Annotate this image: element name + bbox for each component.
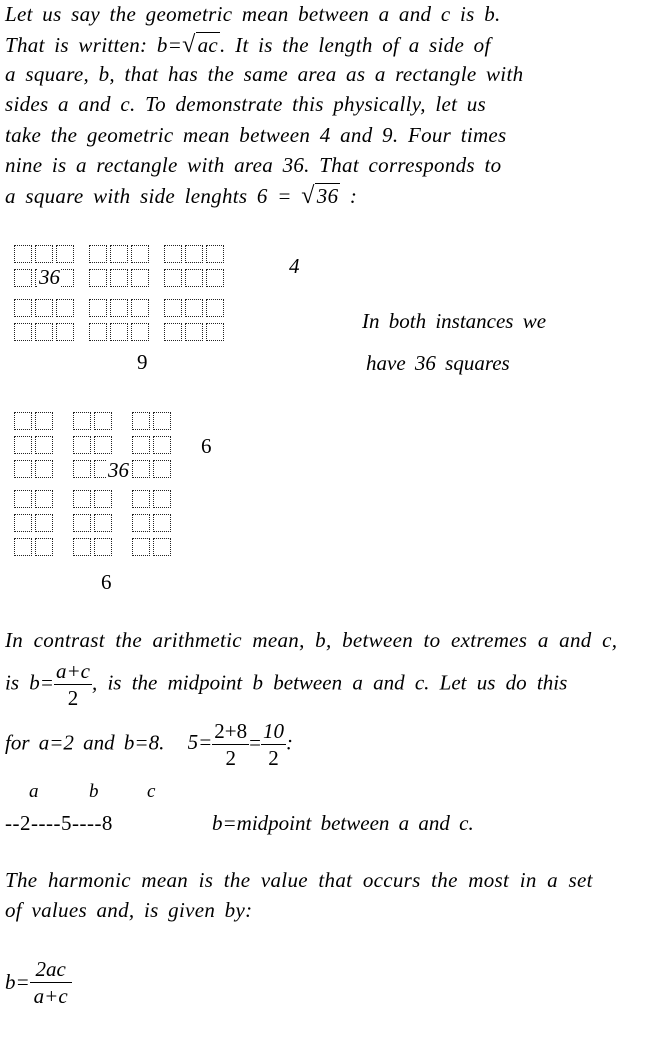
unit-square (73, 460, 91, 478)
unit-square (14, 460, 32, 478)
square-grid-6x6 (14, 412, 196, 562)
unit-square (89, 323, 107, 341)
unit-square (206, 269, 224, 287)
arith-line-2 (5, 658, 567, 711)
number-line: --2----5----8 (5, 811, 113, 835)
harmonic-line-2: of values and, is given by: (5, 898, 253, 922)
unit-square (110, 299, 128, 317)
sqrt-ac-radicand: ac (197, 33, 219, 57)
rectangle-grid-4x9 (14, 245, 284, 345)
intro-line-6: nine is a rectangle with area 36. That corresponds to (5, 153, 502, 177)
square-side-right-label: 6 (201, 434, 212, 458)
unit-square (132, 514, 150, 532)
unit-square (164, 269, 182, 287)
unit-square (153, 436, 171, 454)
intro-line-1: Let us say the geometric mean between a and c is b. (5, 2, 501, 26)
unit-square (56, 299, 74, 317)
square-area-label: 36 (108, 458, 129, 482)
rect-side-bottom-label: 9 (137, 350, 148, 374)
harmonic-formula (5, 956, 72, 1009)
unit-square (56, 323, 74, 341)
unit-square (185, 299, 203, 317)
unit-square (35, 460, 53, 478)
unit-square (153, 514, 171, 532)
unit-square (132, 436, 150, 454)
intro-line-7-start: a square with side lenghts 6 = (5, 184, 302, 208)
unit-square (89, 245, 107, 263)
sqrt-36-radicand: 36 (316, 184, 339, 208)
arith-example-setup: for a=2 and b=8. (5, 730, 165, 755)
unit-square (110, 245, 128, 263)
arith-example-colon: : (285, 730, 293, 755)
unit-square (185, 269, 203, 287)
arith-line-2-start: is b= (5, 670, 54, 695)
unit-square (94, 538, 112, 556)
intro-line-3: a square, b, that has the same area as a rectangle with (5, 62, 524, 86)
sqrt-36: √36 (301, 183, 339, 209)
fraction-2-numerator: 10 (262, 719, 284, 743)
fraction-2ac-over-a-plus-c (30, 956, 72, 1009)
intro-line-2-end: . It is the length of a side of (220, 33, 491, 57)
unit-square (153, 538, 171, 556)
unit-square (153, 490, 171, 508)
intro-line-7 (5, 183, 357, 210)
unit-square (94, 412, 112, 430)
unit-square (14, 245, 32, 263)
unit-square (73, 490, 91, 508)
harmonic-numerator: 2ac (30, 956, 72, 983)
unit-square (131, 299, 149, 317)
unit-square (73, 538, 91, 556)
unit-square (132, 412, 150, 430)
unit-square (14, 490, 32, 508)
unit-square (185, 323, 203, 341)
fraction-numerator: a+c (55, 659, 90, 683)
arith-line-2-end: , is the midpoint b between a and c. Let us do this (91, 670, 568, 695)
fraction-denominator: 2 (67, 686, 79, 710)
unit-square (14, 269, 32, 287)
unit-square (35, 490, 53, 508)
unit-square (131, 245, 149, 263)
fraction-10-over-2 (261, 718, 286, 771)
rect-area-label: 36 (39, 265, 60, 289)
unit-square (89, 269, 107, 287)
unit-square (35, 514, 53, 532)
unit-square (153, 460, 171, 478)
fraction-a-plus-c-over-2 (54, 658, 92, 711)
unit-square (35, 299, 53, 317)
unit-square (14, 538, 32, 556)
unit-square (153, 412, 171, 430)
unit-square (56, 245, 74, 263)
unit-square (185, 245, 203, 263)
unit-square (14, 436, 32, 454)
harmonic-line-1: The harmonic mean is the value that occurs the most in a set (5, 868, 593, 892)
intro-line-2-start: That is written: b= (5, 33, 183, 57)
numline-label-a: a (29, 781, 39, 802)
numline-label-b: b (89, 781, 99, 802)
unit-square (206, 299, 224, 317)
unit-square (131, 323, 149, 341)
unit-square (132, 490, 150, 508)
unit-square (35, 412, 53, 430)
harmonic-lhs: b= (5, 970, 30, 994)
numline-note: b=midpoint between a and c. (212, 811, 474, 835)
unit-square (132, 460, 150, 478)
rect-side-right-label: 4 (289, 254, 300, 278)
unit-square (110, 269, 128, 287)
unit-square (131, 269, 149, 287)
unit-square (14, 412, 32, 430)
unit-square (94, 490, 112, 508)
unit-square (35, 245, 53, 263)
unit-square (73, 436, 91, 454)
both-note-line-1: In both instances we (362, 309, 547, 333)
unit-square (132, 538, 150, 556)
fraction-1-numerator: 2+8 (214, 719, 248, 743)
unit-square (14, 299, 32, 317)
unit-square (206, 245, 224, 263)
intro-line-2 (5, 32, 491, 59)
unit-square (94, 514, 112, 532)
fraction-1-denominator: 2 (225, 746, 236, 770)
unit-square (35, 436, 53, 454)
fraction-2plus8-over-2 (212, 718, 249, 771)
fraction-2-denominator: 2 (268, 746, 279, 770)
unit-square (89, 299, 107, 317)
unit-square (110, 323, 128, 341)
numline-label-c: c (147, 781, 156, 802)
unit-square (73, 514, 91, 532)
unit-square (164, 245, 182, 263)
intro-line-5: take the geometric mean between 4 and 9. Four times (5, 123, 507, 147)
unit-square (14, 514, 32, 532)
square-side-bottom-label: 6 (101, 570, 112, 594)
intro-line-4: sides a and c. To demonstrate this physically, let us (5, 92, 487, 116)
sqrt-ac: √ac (182, 32, 219, 58)
unit-square (164, 299, 182, 317)
unit-square (164, 323, 182, 341)
unit-square (94, 436, 112, 454)
intro-line-7-end: : (340, 184, 358, 208)
arith-equals: = (249, 730, 261, 755)
unit-square (14, 323, 32, 341)
unit-square (35, 323, 53, 341)
unit-square (35, 538, 53, 556)
arith-line-3 (5, 718, 293, 771)
arith-line-1: In contrast the arithmetic mean, b, between to extremes a and c, (5, 628, 618, 652)
both-note-line-2: have 36 squares (366, 351, 510, 375)
harmonic-denominator: a+c (33, 984, 68, 1008)
unit-square (73, 412, 91, 430)
unit-square (206, 323, 224, 341)
arith-example-lhs: 5= (187, 730, 213, 755)
